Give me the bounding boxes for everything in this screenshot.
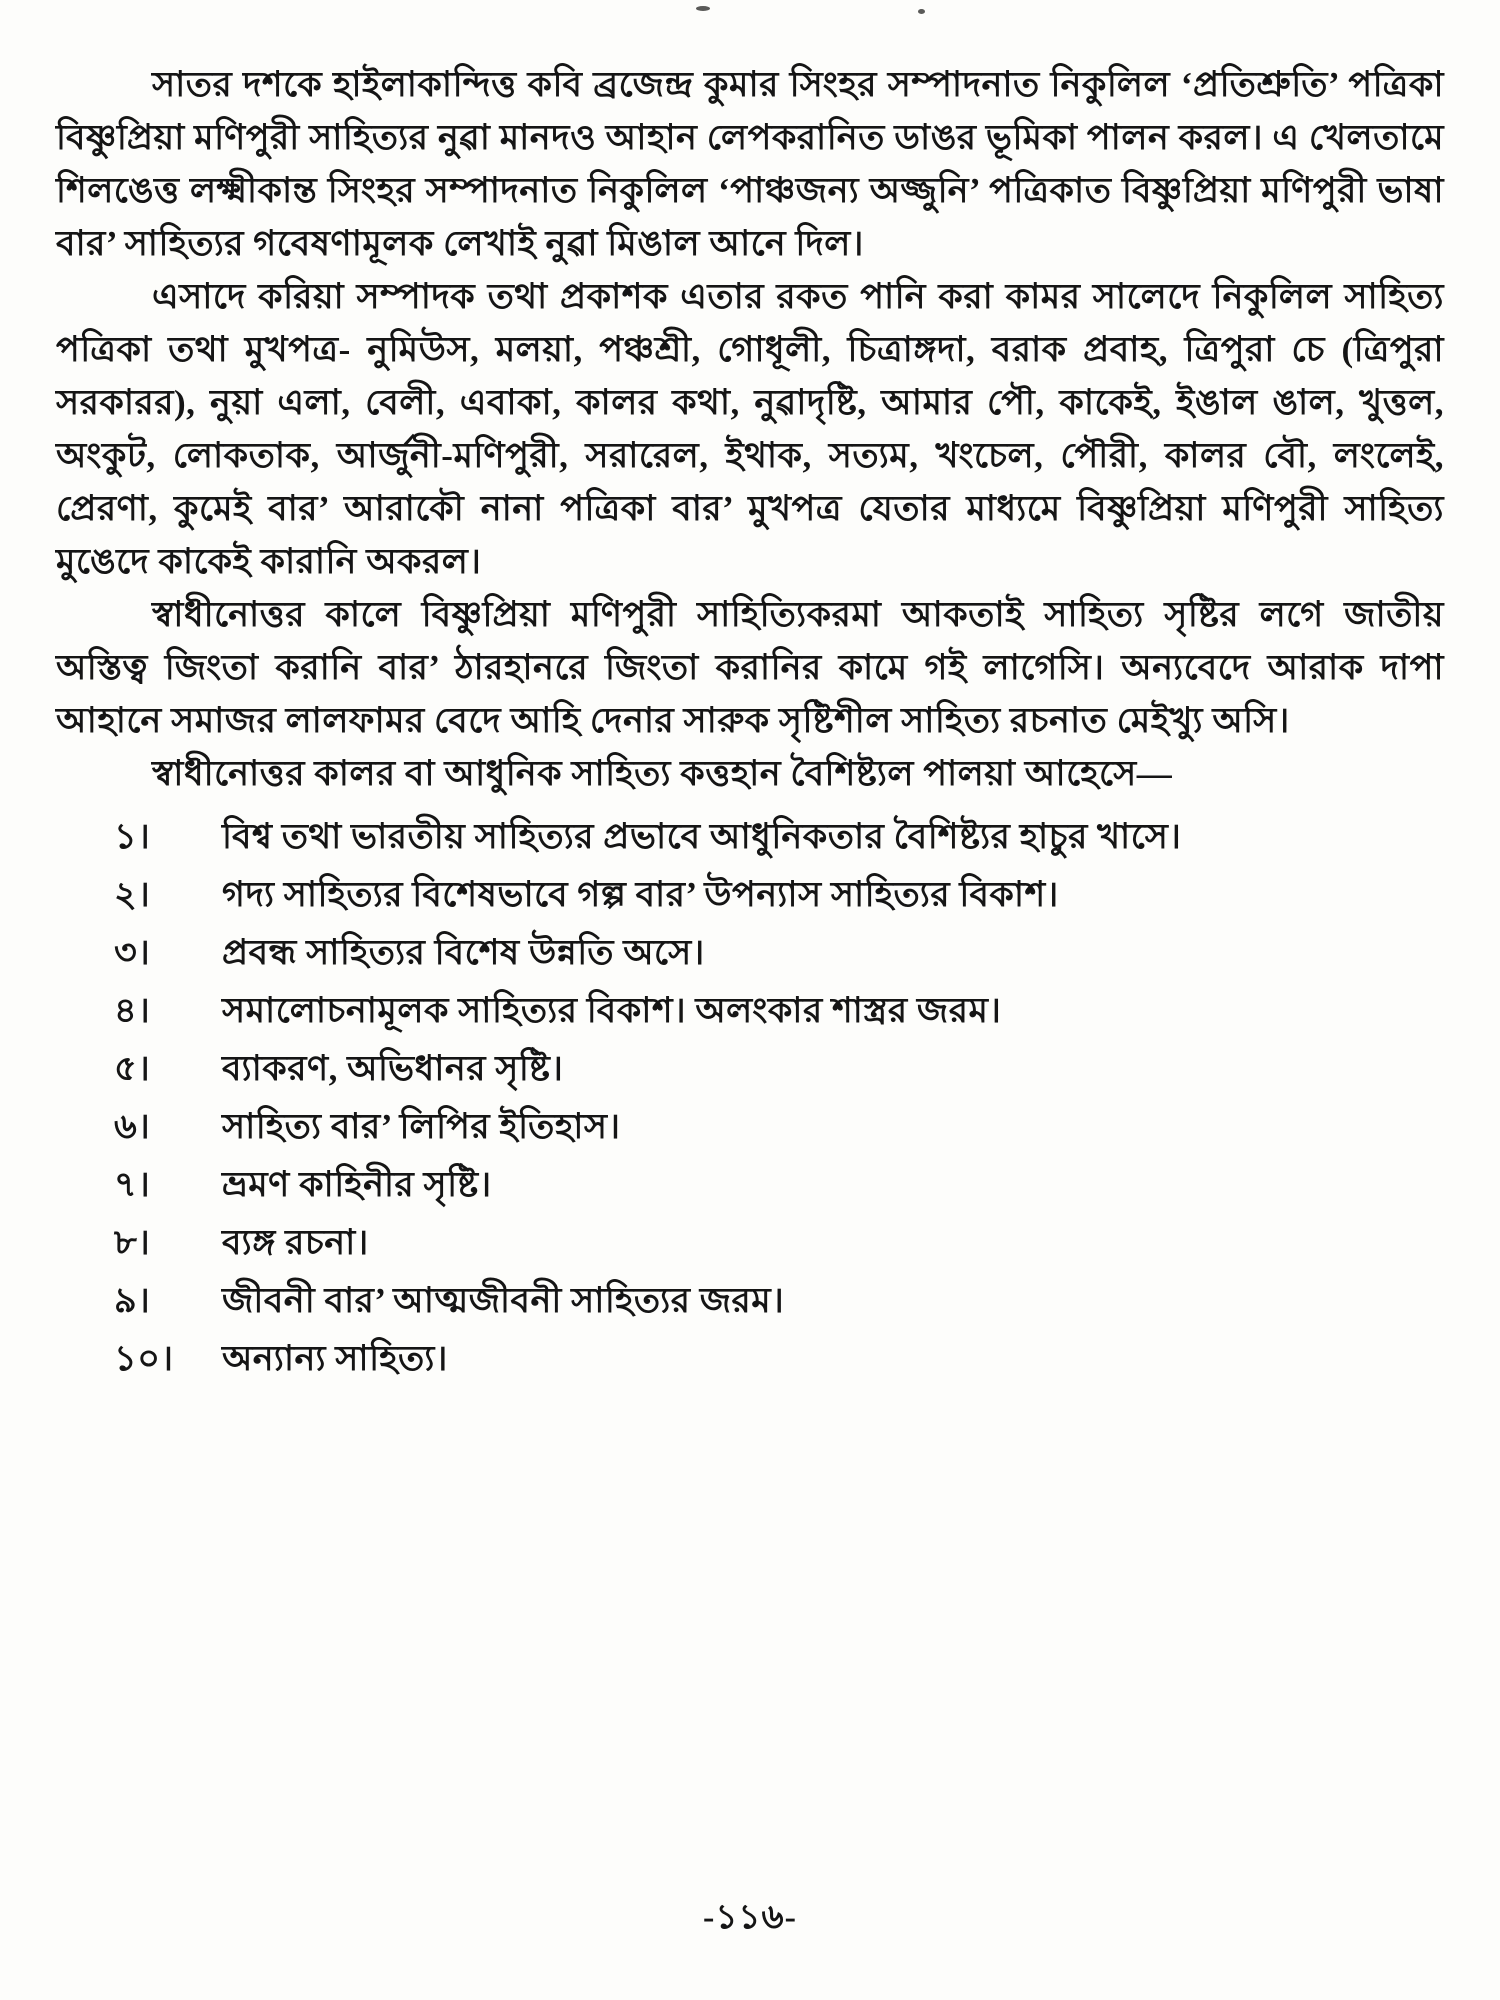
list-item-number: ৫। bbox=[114, 1049, 151, 1088]
list-item-number: ৮। bbox=[114, 1223, 151, 1262]
list-item-text: প্রবন্ধ সাহিত্যর বিশেষ উন্নতি অসে। bbox=[222, 933, 705, 972]
list-item bbox=[56, 930, 1444, 976]
list-item bbox=[56, 1278, 1444, 1324]
numbered-list bbox=[56, 814, 1444, 1382]
paragraph-2: এসাদে করিয়া সম্পাদক তথা প্রকাশক এতার রকত পানি করা কামর সালেদে নিকুলিল সাহিত্য পত্রিকা তথা মুখপত্র- নুমিউস, মলয়া, পঞ্চশ্রী, গোধূলী, চিত্রাঙ্গদা, বরাক প্রবাহ, ত্রিপুরা চে (ত্রিপুরা সরকারর), নুয়া এলা, বেলী, এবাকা, কালর কথা, নুৱাদৃষ্টি, আমার পৌ, কাকেই, ইঙাল ঙাল, খুত্তল, অংকুট, লোকতাক, আর্জুনী-মণিপুরী, সরারেল, ইথাক, সত্যম, খংচেল, পৌরী, কালর বৌ, লংলেই, প্রেরণা, কুমেই বার’ আরাকৌ নানা পত্রিকা বার’ মুখপত্র যেতার মাধ্যমে বিষ্ণুপ্রিয়া মণিপুরী সাহিত্য মুঙেদে কাকেই কারানি অকরল। bbox=[56, 277, 1444, 581]
list-item bbox=[56, 1046, 1444, 1092]
list-item-number: ৬। bbox=[114, 1107, 151, 1146]
list-item-number: ২। bbox=[114, 875, 151, 914]
scan-artifact bbox=[918, 9, 925, 14]
list-item-number: ১। bbox=[114, 817, 151, 856]
list-item-number: ৪। bbox=[114, 991, 151, 1030]
list-item-number: ৯। bbox=[114, 1281, 151, 1320]
list-item-text: ব্যাকরণ, অভিধানর সৃষ্টি। bbox=[222, 1049, 564, 1088]
list-item-text: সমালোচনামূলক সাহিত্যর বিকাশ। অলংকার শাস্ত্রর জরম। bbox=[222, 991, 1002, 1030]
list-item-number: ৩। bbox=[114, 933, 151, 972]
list-item-text: অন্যান্য সাহিত্য। bbox=[222, 1339, 448, 1378]
list-item bbox=[56, 814, 1444, 860]
page-number: -১১৬- bbox=[703, 1899, 797, 1936]
list-item bbox=[56, 988, 1444, 1034]
list-item-text: সাহিত্য বার’ লিপির ইতিহাস। bbox=[222, 1107, 621, 1146]
paragraph-1: সাতর দশকে হাইলাকান্দিত্ত কবি ব্রজেন্দ্র কুমার সিংহর সম্পাদনাত নিকুলিল ‘প্রতিশ্রুতি’ পত্রিকা বিষ্ণুপ্রিয়া মণিপুরী সাহিত্যর নুৱা মানদও আহান লেপকরানিত ডাঙর ভূমিকা পালন করল। এ খেলতামে শিলঙেত্ত লক্ষ্মীকান্ত সিংহর সম্পাদনাত নিকুলিল ‘পাঞ্চজন্য অজ্জুনি’ পত্রিকাত বিষ্ণুপ্রিয়া মণিপুরী ভাষা বার’ সাহিত্যর গবেষণামূলক লেখাই নুৱা মিঙাল আনে দিল। bbox=[56, 65, 1444, 263]
paragraph-3: স্বাধীনোত্তর কালে বিষ্ণুপ্রিয়া মণিপুরী সাহিত্যিকরমা আকতাই সাহিত্য সৃষ্টির লগে জাতীয় অস্তিত্ব জিংতা করানি বার’ ঠারহানরে জিংতা করানির কামে গই লাগেসি। অন্যবেদে আরাক দাপা আহানে সমাজর লালফামর বেদে আহি দেনার সারুক সৃষ্টিশীল সাহিত্য রচনাত মেইখ্যু অসি। bbox=[56, 595, 1444, 740]
list-item bbox=[56, 872, 1444, 918]
list-item bbox=[56, 1336, 1444, 1382]
list-item-text: বিশ্ব তথা ভারতীয় সাহিত্যর প্রভাবে আধুনিকতার বৈশিষ্ট্যর হাচুর খাসে। bbox=[222, 817, 1182, 856]
list-item bbox=[56, 1162, 1444, 1208]
list-item-number: ৭। bbox=[114, 1165, 151, 1204]
scan-artifact bbox=[696, 6, 710, 11]
list-item bbox=[56, 1220, 1444, 1266]
list-item-text: গদ্য সাহিত্যর বিশেষভাবে গল্প বার’ উপন্যাস সাহিত্যর বিকাশ। bbox=[222, 875, 1059, 914]
list-item-text: ব্যঙ্গ রচনা। bbox=[222, 1223, 369, 1262]
list-item-text: জীবনী বার’ আত্মজীবনী সাহিত্যর জরম। bbox=[222, 1281, 785, 1320]
paragraph-4: স্বাধীনোত্তর কালর বা আধুনিক সাহিত্য কত্তহান বৈশিষ্ট্যল পালয়া আহেসে— bbox=[152, 754, 1173, 793]
list-item bbox=[56, 1104, 1444, 1150]
list-item-text: ভ্রমণ কাহিনীর সৃষ্টি। bbox=[222, 1165, 492, 1204]
list-item-number: ১০। bbox=[114, 1339, 174, 1378]
text-block bbox=[56, 58, 1444, 1382]
